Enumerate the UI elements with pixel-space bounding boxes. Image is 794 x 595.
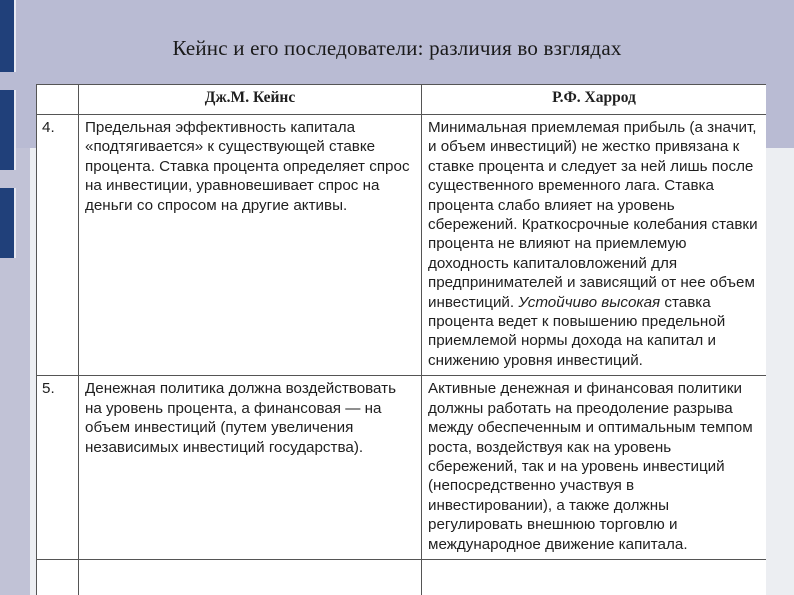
keynes-cell: Предельная эффективность капитала «подтягивается» к существующей ставке процента. Ставка процента определяет спрос на инвестиции, уравновешивает спрос на деньги со спросом на другие активы. xyxy=(79,115,422,376)
row-number: 5. xyxy=(37,376,79,560)
slide-title: Кейнс и его последователи: различия во взглядах xyxy=(172,36,622,60)
left-accent-bar-3 xyxy=(0,188,16,258)
left-accent-bar-2 xyxy=(0,90,16,170)
harrod-text-a: Минимальная приемлемая прибыль (а значит, и объем инвестиций) не жестко привязана к ставке процента и следует за ней лишь после существенного временного лага. Ставка процента слабо влияет на уровень сбережений. Краткосрочные колебания ставки процента не влияют на приемлемую доходность капиталовложений для предпринимателей и зависящий от нее объем инвестиций. xyxy=(428,119,758,311)
header-harrod: Р.Ф. Харрод xyxy=(422,85,767,115)
table-row-next xyxy=(37,559,767,595)
harrod-cell xyxy=(422,115,767,376)
document-page xyxy=(36,84,766,595)
comparison-table xyxy=(36,84,766,595)
row-number: 4. xyxy=(37,115,79,376)
harrod-cell: Активные денежная и финансовая политики должны работать на преодоление разрыва между обеспеченным и оптимальным темпом роста, воздействуя как на уровень сбережений, так и на уровень инвестиций (непосредственно участвуя в инвестировании), а также должны регулировать внешнюю торговлю и международное движение капитала. xyxy=(422,376,767,560)
harrod-text-b: ставка процента ведет к повышению предельной приемлемой нормы дохода на капитал и снижению уровня инвестиций. xyxy=(428,293,726,369)
header-keynes: Дж.М. Кейнс xyxy=(79,85,422,115)
table-row-5 xyxy=(37,376,767,560)
harrod-emphasis: Устойчиво высокая xyxy=(518,293,661,311)
table-header-row xyxy=(37,85,767,115)
header-number xyxy=(37,85,79,115)
table-row-4 xyxy=(37,115,767,376)
keynes-cell: Денежная политика должна воздействовать на уровень процента, а финансовая — на объем инвестиций (путем увеличения независимых инвестиций государства). xyxy=(79,376,422,560)
